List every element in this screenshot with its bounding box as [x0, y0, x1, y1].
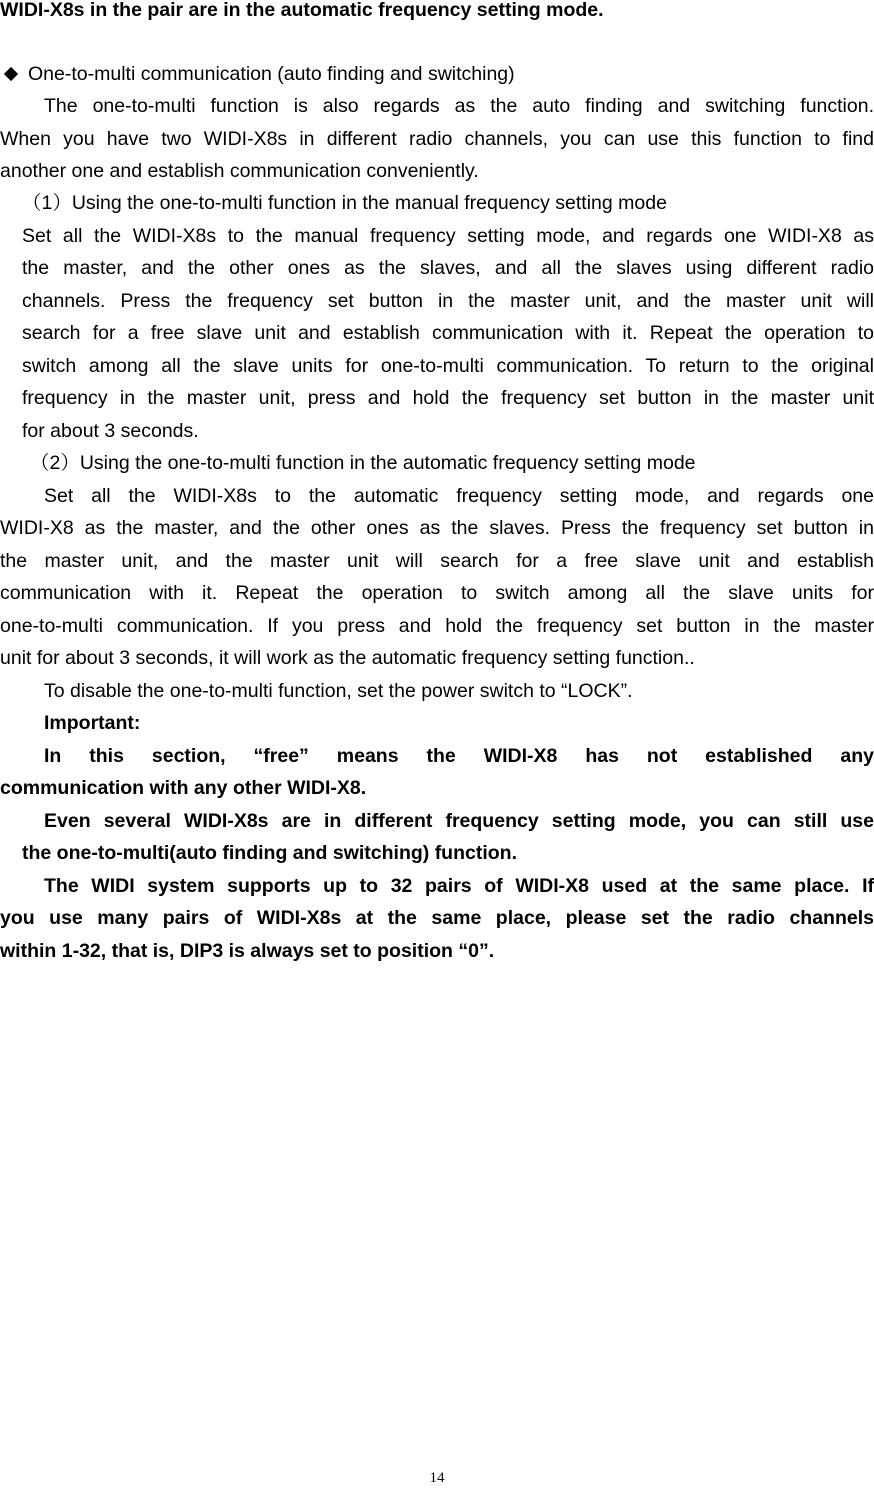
paragraph-line: communication with it. Repeat the operation to switch among all the slave units for	[0, 582, 874, 604]
paragraph-line: search for a free slave unit and establish communication with it. Repeat the operation to	[22, 322, 874, 344]
bullet-heading-text: One-to-multi communication (auto finding and switching)	[28, 63, 515, 85]
paragraph-line: switch among all the slave units for one-to-multi communication. To return to the original	[22, 355, 874, 377]
paragraph-line: another one and establish communication conveniently.	[0, 160, 479, 182]
page-number: 14	[429, 1470, 445, 1486]
important-line: the one-to-multi(auto finding and switching) function.	[22, 842, 518, 864]
important-line: communication with any other WIDI-X8.	[0, 777, 367, 799]
diamond-bullet-icon	[4, 67, 18, 81]
important-line: In this section, “free” means the WIDI-X8 has not established any	[44, 745, 874, 767]
subsection-heading-2: （2）Using the one-to-multi function in the automatic frequency setting mode	[30, 452, 696, 474]
paragraph-line: the master unit, and the master unit will search for a free slave unit and establish	[0, 550, 874, 572]
important-heading: Important:	[44, 712, 141, 734]
paragraph-line: for about 3 seconds.	[22, 420, 199, 442]
paragraph-line: frequency in the master unit, press and hold the frequency set button in the master unit	[22, 387, 874, 409]
paragraph-line: The one-to-multi function is also regards as the auto finding and switching function.	[44, 95, 874, 117]
paragraph-line: unit for about 3 seconds, it will work as the automatic frequency setting function..	[0, 647, 695, 669]
intro-line: WIDI-X8s in the pair are in the automatic frequency setting mode.	[0, 0, 604, 21]
paragraph-line: When you have two WIDI-X8s in different radio channels, you can use this function to find	[0, 128, 874, 150]
bullet-heading	[0, 58, 874, 90]
important-line: Even several WIDI-X8s are in different frequency setting mode, you can still use	[44, 810, 874, 832]
important-line: you use many pairs of WIDI-X8s at the same place, please set the radio channels	[0, 907, 874, 929]
paragraph-line: To disable the one-to-multi function, set the power switch to “LOCK”.	[44, 680, 633, 702]
paragraph-line: one-to-multi communication. If you press and hold the frequency set button in the master	[0, 615, 874, 637]
paragraph-line: WIDI-X8 as the master, and the other ones as the slaves. Press the frequency set button in	[0, 517, 874, 539]
paragraph-line: channels. Press the frequency set button in the master unit, and the master unit will	[22, 290, 874, 312]
paragraph-line: Set all the WIDI-X8s to the automatic frequency setting mode, and regards one	[44, 485, 874, 507]
paragraph-line: the master, and the other ones as the slaves, and all the slaves using different radio	[22, 257, 874, 279]
important-line: within 1-32, that is, DIP3 is always set to position “0”.	[0, 940, 495, 962]
paragraph-line: Set all the WIDI-X8s to the manual frequency setting mode, and regards one WIDI-X8 as	[22, 225, 874, 247]
important-line: The WIDI system supports up to 32 pairs of WIDI-X8 used at the same place. If	[44, 875, 874, 897]
subsection-heading-1: （1）Using the one-to-multi function in the manual frequency setting mode	[22, 192, 667, 214]
